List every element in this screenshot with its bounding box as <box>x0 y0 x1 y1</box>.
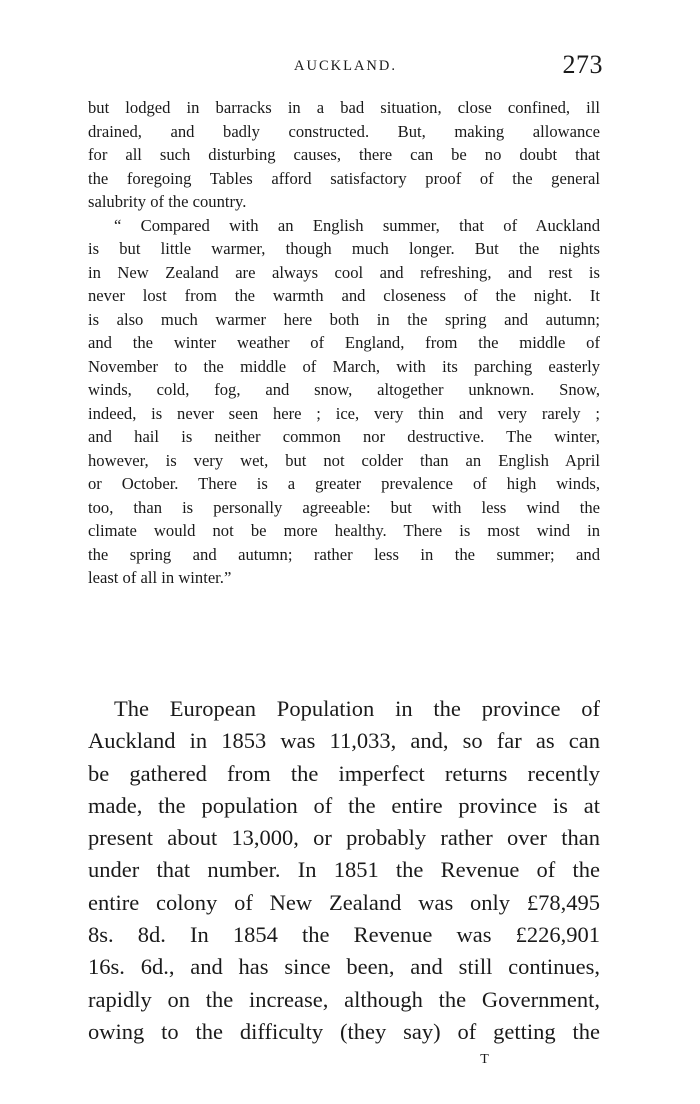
signature-mark: T <box>480 1052 490 1067</box>
quote-line: drained, and badly constructed. But, making allowance <box>88 121 600 141</box>
quote-line: climate would not be more healthy. There is most wind in <box>88 521 600 540</box>
paragraph-line: entire colony of New Zealand was only £78,495 <box>88 889 600 915</box>
page-number: 273 <box>562 50 603 79</box>
quote-line: the spring and autumn; rather less in the summer; and <box>88 544 600 564</box>
quote-line: winds, cold, fog, and snow, altogether unknown. Snow, <box>88 380 600 399</box>
quote-line: however, is very wet, but not colder than an English April <box>88 450 600 470</box>
quote-line: but lodged in barracks in a bad situation, close confined, ill <box>88 98 600 117</box>
paragraph-line: Auckland in 1853 was 11,033, and, so far as can <box>88 728 600 754</box>
quote-line: “ Compared with an English summer, that of Auckland <box>114 215 600 235</box>
quote-line: indeed, is never seen here ; ice, very thin and very rarely ; <box>88 403 600 423</box>
paragraph-line: owing to the difficulty (they say) of getting the <box>88 1018 600 1044</box>
quote-line: too, than is personally agreeable: but with less wind the <box>88 497 600 517</box>
quoted-passage <box>88 96 600 590</box>
paragraph-line: made, the population of the entire province is at <box>88 792 600 818</box>
quote-line: and the winter weather of England, from the middle of <box>88 333 600 352</box>
quote-line: least of all in winter.” <box>88 568 232 587</box>
quote-line: in New Zealand are always cool and refreshing, and rest is <box>88 262 600 282</box>
paragraph-line: 8s. 8d. In 1854 the Revenue was £226,901 <box>88 922 600 948</box>
quote-line: or October. There is a greater prevalence of high winds, <box>88 474 600 493</box>
paragraph-line: rapidly on the increase, although the Government, <box>88 986 600 1012</box>
paragraph-line: The European Population in the province of <box>114 696 600 721</box>
quote-line: is also much warmer here both in the spring and autumn; <box>88 309 600 329</box>
quote-line: never lost from the warmth and closeness of the night. It <box>88 286 600 305</box>
main-paragraph <box>88 693 600 1048</box>
paragraph-line: under that number. In 1851 the Revenue of the <box>88 857 600 883</box>
quote-line: for all such disturbing causes, there can be no doubt that <box>88 145 600 164</box>
running-title: AUCKLAND. <box>294 58 397 74</box>
running-head <box>88 50 603 84</box>
quote-line: is but little warmer, though much longer. But the nights <box>88 239 600 258</box>
quote-line: the foregoing Tables afford satisfactory proof of the general <box>88 168 600 188</box>
paragraph-line: present about 13,000, or probably rather over than <box>88 825 600 851</box>
quote-line: November to the middle of March, with its parching easterly <box>88 356 600 376</box>
quote-line: salubrity of the country. <box>88 192 247 211</box>
paragraph-line: 16s. 6d., and has since been, and still continues, <box>88 954 600 980</box>
paragraph-line: be gathered from the imperfect returns recently <box>88 760 600 786</box>
quote-line: and hail is neither common nor destructive. The winter, <box>88 427 600 446</box>
